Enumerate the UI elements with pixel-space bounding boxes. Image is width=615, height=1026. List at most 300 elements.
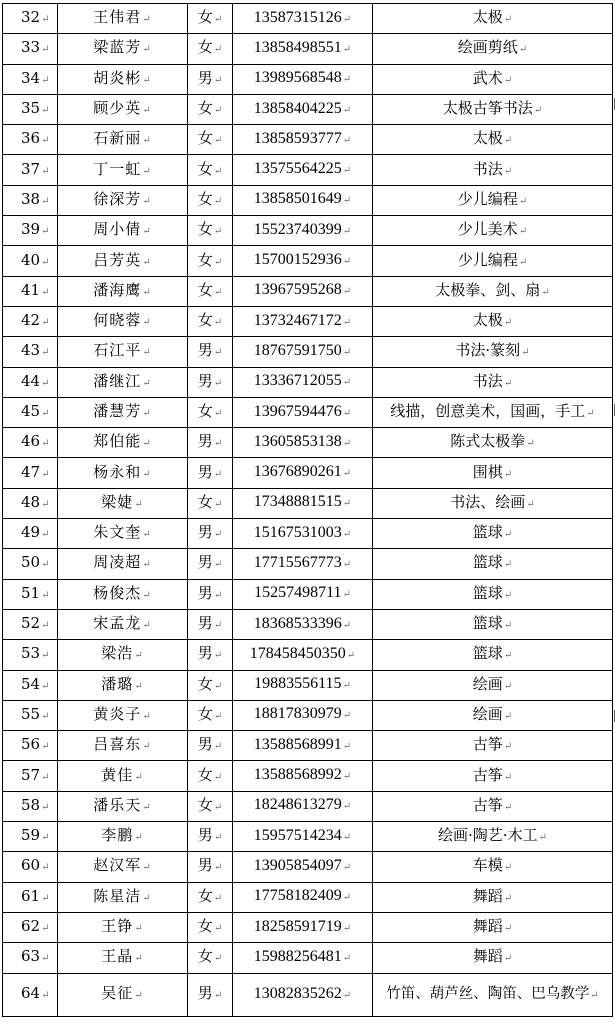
- member-name-cell: [58, 94, 188, 124]
- member-gender: 男: [197, 583, 213, 602]
- member-name: 吴征: [101, 984, 134, 1002]
- member-phone-cell: [233, 155, 373, 185]
- row-number: 48: [21, 492, 41, 511]
- table-row: [3, 973, 613, 1016]
- member-name-cell: [58, 882, 188, 912]
- member-gender: 女: [197, 795, 213, 814]
- member-name-cell: [58, 64, 188, 94]
- paragraph-mark-icon: ↵: [518, 44, 528, 56]
- paragraph-mark-icon: ↵: [342, 407, 352, 419]
- paragraph-mark-icon: ↵: [142, 135, 152, 147]
- member-phone: 15167531003: [253, 523, 342, 541]
- paragraph-mark-icon: ↵: [134, 771, 144, 783]
- member-name: 潘海鹰: [93, 280, 142, 299]
- row-number: 52: [21, 614, 41, 633]
- paragraph-mark-icon: ↵: [342, 13, 352, 25]
- paragraph-mark-icon: ↵: [41, 832, 50, 844]
- member-phone: 13967595268: [253, 281, 342, 299]
- member-gender-cell: [188, 306, 233, 336]
- row-number: 51: [21, 583, 41, 602]
- member-name-cell: [58, 488, 188, 518]
- member-hobby-cell: [373, 276, 613, 306]
- member-name-cell: [58, 276, 188, 306]
- member-phone-cell: [233, 791, 373, 821]
- paragraph-mark-icon: ↵: [533, 105, 543, 117]
- paragraph-mark-icon: ↵: [134, 680, 144, 692]
- member-hobby: 少儿编程: [457, 189, 518, 208]
- table-row: [3, 64, 613, 94]
- member-name-cell: [58, 306, 188, 336]
- paragraph-mark-icon: ↵: [503, 165, 513, 177]
- member-phone-cell: [233, 4, 373, 34]
- paragraph-mark-icon: ↵: [41, 377, 50, 389]
- member-hobby: 古筝: [472, 765, 503, 784]
- table-row: [3, 943, 613, 973]
- row-number: 62: [21, 917, 41, 936]
- table-row: [3, 761, 613, 791]
- row-number: 55: [21, 704, 41, 723]
- paragraph-mark-icon: ↵: [142, 74, 152, 86]
- table-row: [3, 731, 613, 761]
- paragraph-mark-icon: ↵: [503, 620, 513, 632]
- member-phone: 13082835262: [253, 984, 342, 1002]
- member-gender: 女: [197, 402, 213, 420]
- paragraph-mark-icon: ↵: [213, 771, 223, 783]
- row-number: 64: [21, 984, 41, 1002]
- paragraph-mark-icon: ↵: [41, 801, 50, 813]
- member-name: 周小倩: [93, 220, 142, 239]
- paragraph-mark-icon: ↵: [142, 710, 152, 722]
- paragraph-mark-icon: ↵: [41, 105, 50, 117]
- member-gender: 女: [197, 99, 213, 118]
- table-row: [3, 609, 613, 639]
- member-phone-cell: [233, 852, 373, 882]
- table-row: [3, 337, 613, 367]
- member-hobby-cell: [373, 458, 613, 488]
- member-gender-cell: [188, 185, 233, 215]
- member-phone-cell: [233, 34, 373, 64]
- member-hobby: 绘画: [472, 704, 503, 723]
- column-marker: [611, 98, 615, 110]
- paragraph-mark-icon: ↵: [213, 105, 223, 117]
- row-number-cell: [3, 4, 58, 34]
- paragraph-mark-icon: ↵: [41, 650, 50, 662]
- member-name-cell: [58, 852, 188, 882]
- member-name: 王晶: [101, 947, 134, 966]
- paragraph-mark-icon: ↵: [213, 650, 223, 662]
- member-hobby: 太极: [472, 129, 503, 148]
- paragraph-mark-icon: ↵: [503, 953, 513, 965]
- member-gender-cell: [188, 34, 233, 64]
- member-gender-cell: [188, 488, 233, 518]
- paragraph-mark-icon: ↵: [213, 529, 223, 541]
- row-number-cell: [3, 125, 58, 155]
- member-hobby-cell: [373, 973, 613, 1016]
- table-row: [3, 4, 613, 34]
- paragraph-mark-icon: ↵: [213, 14, 223, 26]
- member-hobby: 古筝: [472, 795, 503, 814]
- paragraph-mark-icon: ↵: [41, 44, 50, 56]
- paragraph-mark-icon: ↵: [503, 862, 513, 874]
- member-hobby-cell: [373, 700, 613, 730]
- member-phone: 15700152936: [253, 251, 342, 269]
- paragraph-mark-icon: ↵: [142, 801, 152, 813]
- member-name: 朱文奎: [93, 523, 142, 542]
- paragraph-mark-icon: ↵: [41, 862, 50, 874]
- member-phone: 17715567773: [253, 553, 342, 571]
- member-hobby: 篮球: [472, 614, 503, 633]
- paragraph-mark-icon: ↵: [41, 165, 50, 177]
- member-gender: 女: [197, 189, 213, 208]
- paragraph-mark-icon: ↵: [342, 346, 352, 358]
- paragraph-mark-icon: ↵: [541, 286, 550, 298]
- paragraph-mark-icon: ↵: [142, 741, 152, 753]
- member-hobby: 绘画·陶艺·木工: [438, 826, 538, 845]
- paragraph-mark-icon: ↵: [342, 771, 352, 783]
- member-hobby: 围棋: [472, 462, 503, 481]
- member-gender-cell: [188, 367, 233, 397]
- table-row: [3, 519, 613, 549]
- member-hobby-cell: [373, 519, 613, 549]
- row-number-cell: [3, 397, 58, 427]
- paragraph-mark-icon: ↵: [142, 377, 152, 389]
- row-number-cell: [3, 822, 58, 852]
- member-gender: 男: [197, 371, 213, 390]
- member-name: 宋孟龙: [93, 614, 142, 633]
- member-hobby: 书法: [472, 371, 503, 390]
- paragraph-mark-icon: ↵: [518, 256, 528, 268]
- paragraph-mark-icon: ↵: [213, 892, 223, 904]
- member-table: [2, 3, 613, 1017]
- member-phone-cell: [233, 367, 373, 397]
- table-row: [3, 852, 613, 882]
- member-gender: 男: [197, 984, 213, 1002]
- member-hobby: 太极: [472, 311, 503, 330]
- table-row: [3, 246, 613, 276]
- member-gender: 女: [197, 704, 213, 723]
- member-hobby-cell: [373, 246, 613, 276]
- member-name-cell: [58, 397, 188, 427]
- paragraph-mark-icon: ↵: [342, 104, 352, 116]
- table-row: [3, 670, 613, 700]
- paragraph-mark-icon: ↵: [503, 135, 513, 147]
- column-marker: [611, 404, 615, 416]
- row-number-cell: [3, 185, 58, 215]
- member-phone: 178458450350: [249, 644, 346, 662]
- member-gender-cell: [188, 549, 233, 579]
- member-name: 赵汉军: [93, 856, 142, 875]
- paragraph-mark-icon: ↵: [213, 953, 223, 965]
- row-number-cell: [3, 34, 58, 64]
- paragraph-mark-icon: ↵: [518, 226, 528, 238]
- paragraph-mark-icon: ↵: [142, 105, 152, 117]
- member-phone-cell: [233, 579, 373, 609]
- table-row: [3, 94, 613, 124]
- member-name-cell: [58, 519, 188, 549]
- member-gender-cell: [188, 761, 233, 791]
- member-gender: 女: [197, 311, 213, 330]
- member-phone-cell: [233, 94, 373, 124]
- paragraph-mark-icon: ↵: [503, 468, 513, 480]
- member-gender: 男: [197, 826, 213, 845]
- row-number: 37: [21, 159, 41, 178]
- row-number: 44: [21, 371, 41, 390]
- member-hobby: 少儿美术: [457, 220, 518, 239]
- paragraph-mark-icon: ↵: [213, 347, 223, 359]
- member-gender-cell: [188, 670, 233, 700]
- member-name: 杨永和: [93, 462, 142, 481]
- paragraph-mark-icon: ↵: [41, 347, 50, 359]
- paragraph-mark-icon: ↵: [41, 559, 50, 571]
- paragraph-mark-icon: ↵: [342, 316, 352, 328]
- paragraph-mark-icon: ↵: [342, 528, 352, 540]
- paragraph-mark-icon: ↵: [342, 680, 351, 692]
- member-hobby-cell: [373, 640, 613, 670]
- member-gender-cell: [188, 94, 233, 124]
- paragraph-mark-icon: ↵: [134, 650, 144, 662]
- paragraph-mark-icon: ↵: [518, 195, 528, 207]
- member-name-cell: [58, 579, 188, 609]
- member-phone: 15523740399: [253, 220, 342, 238]
- row-number-cell: [3, 700, 58, 730]
- paragraph-mark-icon: ↵: [342, 195, 352, 207]
- paragraph-mark-icon: ↵: [342, 710, 352, 722]
- member-phone: 13575564225: [253, 160, 342, 178]
- member-name: 顾少英: [93, 99, 142, 118]
- row-number: 63: [21, 947, 41, 966]
- paragraph-mark-icon: ↵: [41, 892, 50, 904]
- member-name-cell: [58, 185, 188, 215]
- paragraph-mark-icon: ↵: [503, 317, 513, 329]
- paragraph-mark-icon: ↵: [41, 286, 50, 298]
- row-number: 43: [21, 341, 41, 360]
- row-number-cell: [3, 488, 58, 518]
- member-name: 吕芳英: [93, 250, 142, 269]
- member-hobby: 太极古筝书法: [442, 99, 533, 118]
- paragraph-mark-icon: ↵: [503, 771, 513, 783]
- paragraph-mark-icon: ↵: [213, 498, 223, 510]
- paragraph-mark-icon: ↵: [342, 437, 352, 449]
- row-number-cell: [3, 549, 58, 579]
- member-phone-cell: [233, 549, 373, 579]
- member-hobby: 少儿编程: [457, 250, 518, 269]
- row-number-cell: [3, 609, 58, 639]
- member-hobby-cell: [373, 609, 613, 639]
- member-gender-cell: [188, 337, 233, 367]
- paragraph-mark-icon: ↵: [213, 801, 223, 813]
- member-name-cell: [58, 216, 188, 246]
- row-number-cell: [3, 94, 58, 124]
- member-phone-cell: [233, 64, 373, 94]
- paragraph-mark-icon: ↵: [142, 892, 152, 904]
- member-gender: 女: [197, 280, 213, 299]
- member-name-cell: [58, 731, 188, 761]
- paragraph-mark-icon: ↵: [213, 710, 223, 722]
- paragraph-mark-icon: ↵: [213, 620, 223, 632]
- member-phone: 13967594476: [253, 402, 342, 420]
- paragraph-mark-icon: ↵: [342, 256, 352, 268]
- member-phone-cell: [233, 761, 373, 791]
- member-phone: 13858501649: [253, 190, 342, 208]
- paragraph-mark-icon: ↵: [342, 989, 352, 1001]
- member-name-cell: [58, 367, 188, 397]
- member-hobby-cell: [373, 791, 613, 821]
- table-row: [3, 488, 613, 518]
- table-row: [3, 822, 613, 852]
- member-hobby: 书法、绘画: [450, 492, 526, 511]
- row-number-cell: [3, 640, 58, 670]
- member-name: 杨俊杰: [93, 583, 142, 602]
- row-number-cell: [3, 943, 58, 973]
- member-name: 梁婕: [101, 492, 134, 511]
- row-number-cell: [3, 761, 58, 791]
- member-name-cell: [58, 761, 188, 791]
- member-phone: 13605853138: [253, 432, 342, 450]
- paragraph-mark-icon: ↵: [41, 953, 50, 965]
- paragraph-mark-icon: ↵: [503, 14, 513, 26]
- member-name-cell: [58, 155, 188, 185]
- member-hobby: 古筝: [472, 735, 503, 754]
- member-phone: 18767591750: [253, 341, 342, 359]
- row-number-cell: [3, 337, 58, 367]
- member-phone-cell: [233, 943, 373, 973]
- paragraph-mark-icon: ↵: [213, 226, 223, 238]
- member-gender: 女: [197, 159, 213, 178]
- paragraph-mark-icon: ↵: [342, 740, 352, 752]
- paragraph-mark-icon: ↵: [521, 347, 530, 359]
- table-row: [3, 882, 613, 912]
- member-hobby-cell: [373, 549, 613, 579]
- member-phone: 13676890261: [253, 463, 342, 481]
- paragraph-mark-icon: ↵: [342, 74, 352, 86]
- paragraph-mark-icon: ↵: [342, 43, 352, 55]
- row-number-cell: [3, 882, 58, 912]
- member-phone: 13587315126: [253, 8, 342, 26]
- paragraph-mark-icon: ↵: [213, 559, 223, 571]
- member-hobby-cell: [373, 64, 613, 94]
- member-hobby: 绘画: [472, 674, 503, 693]
- paragraph-mark-icon: ↵: [503, 74, 513, 86]
- paragraph-mark-icon: ↵: [41, 498, 50, 510]
- paragraph-mark-icon: ↵: [41, 135, 50, 147]
- member-gender: 女: [197, 765, 213, 784]
- table-row: [3, 579, 613, 609]
- paragraph-mark-icon: ↵: [526, 498, 535, 510]
- member-name: 潘慧芳: [93, 402, 142, 420]
- row-number: 42: [21, 311, 41, 330]
- row-number: 34: [21, 68, 41, 87]
- member-gender-cell: [188, 125, 233, 155]
- paragraph-mark-icon: ↵: [41, 710, 50, 722]
- paragraph-mark-icon: ↵: [503, 680, 513, 692]
- paragraph-mark-icon: ↵: [41, 317, 50, 329]
- paragraph-mark-icon: ↵: [503, 801, 513, 813]
- member-name: 潘乐天: [93, 795, 142, 814]
- table-row: [3, 700, 613, 730]
- member-hobby: 书法·篆刻: [455, 341, 521, 360]
- member-hobby-cell: [373, 216, 613, 246]
- member-gender-cell: [188, 852, 233, 882]
- member-gender-cell: [188, 943, 233, 973]
- paragraph-mark-icon: ↵: [142, 256, 152, 268]
- row-number: 49: [21, 523, 41, 542]
- paragraph-mark-icon: ↵: [342, 286, 352, 298]
- member-phone-cell: [233, 912, 373, 942]
- member-gender-cell: [188, 822, 233, 852]
- row-number-cell: [3, 912, 58, 942]
- member-hobby-cell: [373, 943, 613, 973]
- row-number-cell: [3, 276, 58, 306]
- member-phone: 13858404225: [253, 99, 342, 117]
- row-number-cell: [3, 519, 58, 549]
- member-name-cell: [58, 670, 188, 700]
- row-number: 54: [21, 674, 41, 693]
- row-number: 53: [21, 644, 41, 663]
- paragraph-mark-icon: ↵: [213, 438, 223, 450]
- member-gender: 男: [197, 644, 213, 663]
- paragraph-mark-icon: ↵: [41, 438, 50, 450]
- paragraph-mark-icon: ↵: [342, 801, 352, 813]
- member-hobby: 武术: [472, 68, 503, 87]
- row-number: 35: [21, 99, 41, 118]
- member-phone: 13858593777: [253, 129, 342, 147]
- member-phone: 15957514234: [253, 826, 342, 844]
- paragraph-mark-icon: ↵: [142, 620, 152, 632]
- member-phone-cell: [233, 337, 373, 367]
- member-hobby-cell: [373, 94, 613, 124]
- row-number: 61: [21, 886, 41, 905]
- paragraph-mark-icon: ↵: [538, 832, 547, 844]
- paragraph-mark-icon: ↵: [142, 226, 152, 238]
- member-name: 黄佳: [101, 765, 134, 784]
- member-name: 李鹏: [101, 826, 134, 845]
- paragraph-mark-icon: ↵: [134, 990, 144, 1001]
- row-number: 40: [21, 250, 41, 269]
- member-name-cell: [58, 640, 188, 670]
- paragraph-mark-icon: ↵: [213, 990, 223, 1001]
- row-number-cell: [3, 306, 58, 336]
- paragraph-mark-icon: ↵: [142, 559, 152, 571]
- paragraph-mark-icon: ↵: [503, 377, 513, 389]
- row-number: 59: [21, 826, 41, 845]
- row-number-cell: [3, 216, 58, 246]
- member-gender: 女: [197, 250, 213, 269]
- row-number: 32: [21, 8, 41, 27]
- paragraph-mark-icon: ↵: [41, 680, 50, 692]
- member-name-cell: [58, 458, 188, 488]
- member-gender-cell: [188, 4, 233, 34]
- member-hobby-cell: [373, 125, 613, 155]
- paragraph-mark-icon: ↵: [213, 741, 223, 753]
- paragraph-mark-icon: ↵: [41, 226, 50, 238]
- member-gender-cell: [188, 216, 233, 246]
- member-name: 丁一虹: [93, 159, 142, 178]
- member-phone: 18368533396: [253, 614, 342, 632]
- table-row: [3, 458, 613, 488]
- paragraph-mark-icon: ↵: [342, 377, 352, 389]
- member-gender-cell: [188, 579, 233, 609]
- member-phone: 15988256481: [253, 947, 342, 965]
- member-name-cell: [58, 246, 188, 276]
- member-name: 徐深芳: [93, 189, 142, 208]
- member-hobby: 舞蹈: [472, 947, 503, 966]
- member-name: 黄炎子: [93, 704, 142, 723]
- paragraph-mark-icon: ↵: [342, 892, 352, 904]
- paragraph-mark-icon: ↵: [342, 498, 352, 510]
- member-hobby: 篮球: [472, 583, 503, 602]
- paragraph-mark-icon: ↵: [590, 989, 599, 1001]
- member-phone-cell: [233, 700, 373, 730]
